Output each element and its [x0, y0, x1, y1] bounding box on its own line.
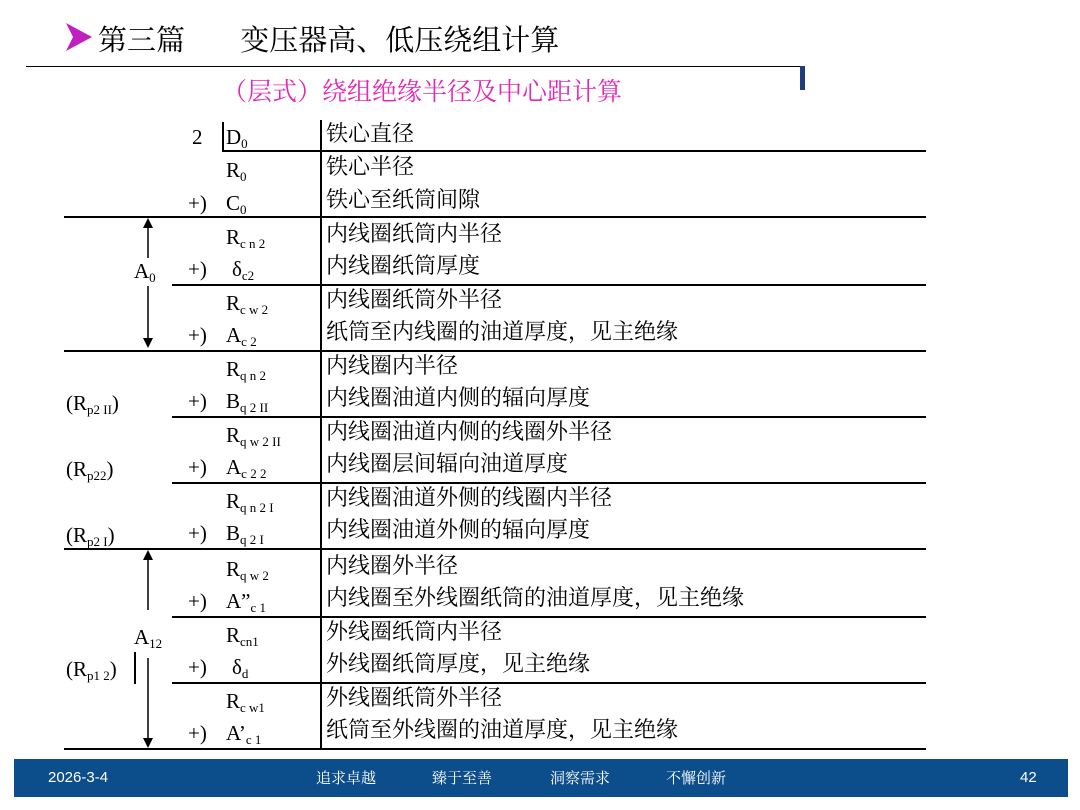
- symbol-rqw2: $R_{q w 2}$: [226, 557, 269, 583]
- symbol-bq2i: $B_{q 2 I}$: [226, 521, 264, 547]
- row-line: [64, 748, 926, 750]
- symbol-rqn2i: $R_{q n 2 I}$: [226, 489, 274, 515]
- row-line: [172, 616, 926, 618]
- sum-prefix: +): [188, 655, 207, 679]
- title-arrow-icon: [64, 20, 94, 54]
- label-a12: $A_{12}$: [134, 625, 163, 651]
- footer-motto-2: 臻于至善: [432, 769, 493, 787]
- footer-bar: [14, 759, 1068, 797]
- footer-motto-1: 追求卓越: [316, 769, 377, 787]
- label-a0: $A_0$: [134, 259, 156, 285]
- footer-motto-3: 洞察需求: [550, 769, 611, 787]
- description: 外线圈纸筒外半径: [326, 686, 503, 711]
- description: 内线圈层间辐向油道厚度: [326, 452, 569, 477]
- title-divider-tick: [800, 66, 805, 90]
- description: 内线圈至外线圈纸筒的油道厚度，见主绝缘: [326, 586, 745, 611]
- symbol-delta-d: $\delta_d$: [232, 655, 249, 681]
- description: 内线圈油道内侧的辐向厚度: [326, 386, 591, 411]
- description: 内线圈纸筒外半径: [326, 288, 503, 313]
- sum-prefix: +): [188, 721, 207, 745]
- row-line: [64, 548, 926, 550]
- description: 铁心直径: [326, 122, 415, 147]
- description: 外线圈纸筒内半径: [326, 620, 503, 645]
- multiplier-prefix: 2: [192, 125, 203, 149]
- title-divider: [26, 66, 804, 67]
- page-title: 第三篇 变压器高、低压绕组计算: [98, 23, 560, 57]
- label-rp22: $(R_{p22})$: [66, 457, 114, 483]
- symbol-a-double-prime-c1: $A”_{c 1}$: [226, 589, 267, 615]
- description: 铁心至纸筒间隙: [326, 188, 481, 213]
- label-rp2i: $(R_{p2 I})$: [66, 523, 115, 549]
- symbol-ac2: $A_{c 2}$: [226, 323, 257, 349]
- symbol-rcn2: $R_{c n 2}$: [226, 225, 266, 251]
- sum-prefix: +): [188, 323, 207, 347]
- description: 纸筒至内线圈的油道厚度，见主绝缘: [326, 320, 679, 345]
- description: 铁心半径: [326, 155, 415, 180]
- symbol-rcw2: $R_{c w 2}$: [226, 291, 269, 317]
- symbol-rcw1: $R_{c w1}$: [226, 689, 265, 715]
- description: 内线圈外半径: [326, 554, 459, 579]
- description: 内线圈内半径: [326, 354, 459, 379]
- description: 内线圈油道内侧的线圈外半径: [326, 420, 613, 445]
- symbol-rqn2: $R_{q n 2}$: [226, 357, 267, 383]
- d0-divider: [222, 122, 224, 152]
- symbol-rqw2ii: $R_{q w 2 II}$: [226, 423, 281, 449]
- sum-prefix: +): [188, 191, 207, 215]
- symbol-a-prime-c1: $A’_{c 1}$: [226, 721, 262, 747]
- footer-motto-4: 不懈创新: [666, 769, 727, 787]
- description: 纸筒至外线圈的油道厚度，见主绝缘: [326, 718, 679, 743]
- sum-prefix: +): [188, 521, 207, 545]
- symbol-r0: $R_0$: [226, 158, 247, 184]
- section-subtitle: （层式）绕组绝缘半径及中心距计算: [222, 77, 623, 106]
- symbol-delta-c2: $\delta_{c2}$: [232, 257, 255, 283]
- symbol-bq2ii: $B_{q 2 II}$: [226, 389, 269, 415]
- footer-date: 2026-3-4: [48, 769, 109, 786]
- row-line: [172, 682, 926, 684]
- page-number: 42: [1020, 769, 1037, 786]
- row-line: [64, 350, 926, 352]
- rp12-bracket: [134, 652, 136, 684]
- symbol-d0: $D_0$: [226, 125, 248, 151]
- row-line: [224, 150, 926, 152]
- sum-prefix: +): [188, 389, 207, 413]
- symbol-ac22: $A_{c 2 2}$: [226, 455, 267, 481]
- description: 内线圈油道外侧的辐向厚度: [326, 518, 591, 543]
- description: 外线圈纸筒厚度，见主绝缘: [326, 652, 591, 677]
- symbol-c0: $C_0$: [226, 191, 247, 217]
- description: 内线圈油道外侧的线圈内半径: [326, 486, 613, 511]
- description: 内线圈纸筒内半径: [326, 222, 503, 247]
- sum-prefix: +): [188, 589, 207, 613]
- label-rp2ii: $(R_{p2 II})$: [66, 391, 119, 417]
- symbol-rcn1: $R_{cn1}$: [226, 623, 259, 649]
- label-rp12: $(R_{p1 2})$: [66, 657, 117, 683]
- sum-prefix: +): [188, 455, 207, 479]
- description: 内线圈纸筒厚度: [326, 254, 481, 279]
- row-line: [172, 284, 926, 286]
- column-divider: [320, 120, 322, 750]
- sum-prefix: +): [188, 257, 207, 281]
